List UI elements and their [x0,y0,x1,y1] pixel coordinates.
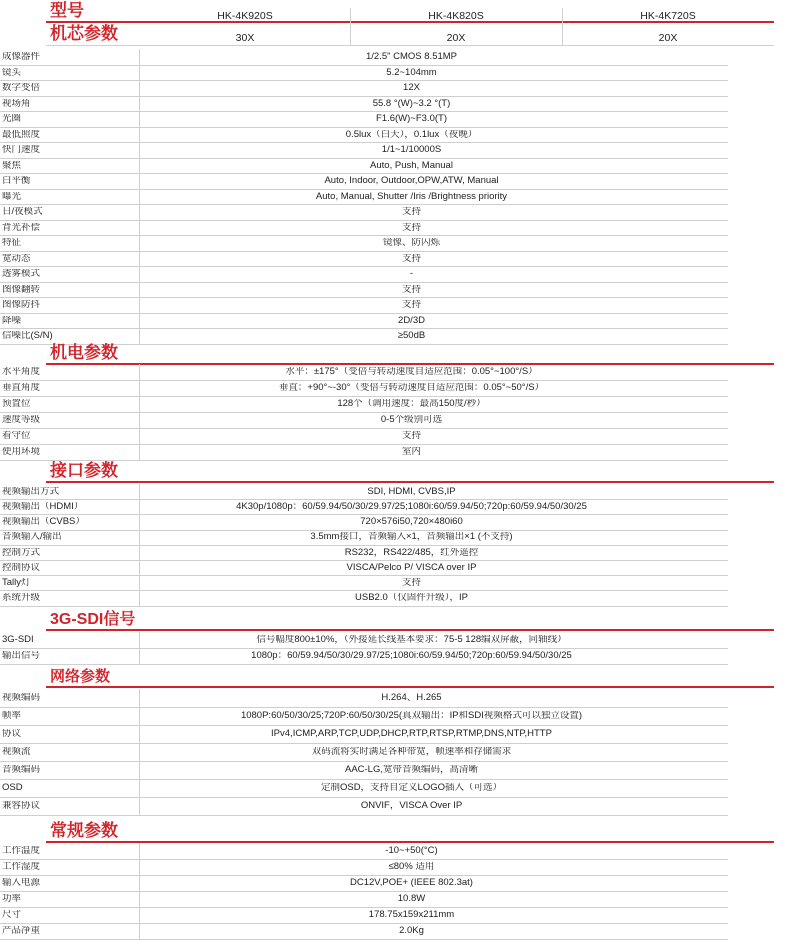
label-column-divider [139,843,140,939]
label-column-divider [139,49,140,344]
spec-row [0,590,728,606]
section-title: 网络参数 [50,668,111,685]
spec-label: 帧率 [2,711,22,721]
spec-row [0,127,728,144]
spec-value: ≥50dB [397,331,426,341]
spec-label: 曝光 [2,191,22,201]
spec-value: 定制OSD，支持自定义LOGO插入（可选） [320,783,503,793]
spec-label: 水平角度 [2,367,41,377]
spec-value: 镜像、防闪烁 [382,238,440,248]
spec-value: USB2.0（仅固件升级），IP [355,593,468,603]
spec-value: AAC-LG,宽带音频编码，高清晰 [344,765,478,775]
spec-row [0,689,728,708]
spec-value: 支持 [401,431,421,441]
model-label: 型号 [50,1,84,20]
spec-row [0,380,728,397]
spec-value: 1/2.5" CMOS 8.51MP [365,52,458,62]
spec-row [0,173,728,190]
column-divider [562,8,563,46]
spec-row [0,313,728,330]
spec-value: 支持 [401,300,421,310]
spec-row [0,743,728,762]
spec-value: IPv4,ICMP,ARP,TCP,UDP,DHCP,RTP,RTSP,RTMP,DNS,NTP,HTTP [271,729,552,739]
spec-label: 光圈 [2,114,22,124]
spec-label: 日/夜模式 [2,207,43,217]
spec-row [0,49,728,66]
spec-value: H.264、H.265 [381,693,442,703]
spec-row [0,707,728,726]
spec-row [0,575,728,591]
spec-value: -10~+50(°C) [385,846,438,856]
zoom-value: 30X [235,32,255,44]
section-title: 机电参数 [50,343,118,362]
section-header-gen [46,821,774,843]
spec-row [0,875,728,892]
label-column-divider [139,364,140,460]
spec-label: 看守位 [2,431,31,441]
spec-value: Auto, Manual, Shutter /Iris /Brightness priority [315,191,508,201]
spec-value: 2D/3D [398,315,425,325]
model-name: HK-4K920S [217,10,273,22]
spec-label: 视频输出方式 [2,486,60,497]
section-header-net [46,668,774,688]
section-divider [46,629,774,631]
spec-row [0,297,728,314]
spec-value: 支持 [401,578,421,588]
spec-label: 速度等级 [2,415,41,425]
section-divider [46,45,774,46]
spec-value: 55.8 °(W)~3.2 °(T) [372,98,451,108]
spec-row [0,499,728,515]
model-name: HK-4K720S [640,10,696,22]
spec-row [0,514,728,530]
spec-value: RS232，RS422/485，红外遥控 [344,547,479,558]
spec-label: 预置位 [2,399,31,409]
spec-label: 聚焦 [2,160,22,170]
spec-label: 降噪 [2,315,22,325]
spec-row [0,65,728,82]
spec-row [0,648,728,665]
spec-row [0,891,728,908]
spec-label: 控制方式 [2,547,41,558]
spec-value: F1.6(W)~F3.0(T) [376,114,447,124]
spec-row [0,142,728,159]
section-title: 接口参数 [50,461,118,480]
spec-value: 5.2~104mm [386,67,437,77]
spec-row [0,761,728,780]
spec-label: 白平衡 [2,176,31,186]
spec-label: 宽动态 [2,253,31,263]
spec-label: 视频流 [2,747,31,757]
spec-row [0,189,728,206]
spec-row [0,364,728,381]
spec-row [0,266,728,283]
zoom-value: 20X [658,32,678,44]
spec-value: 水平：±175°（变倍与转动速度自适应范围：0.05°~100°/S） [285,367,538,377]
section-divider [46,481,774,483]
spec-value: 双码流将实时满足各种带宽，帧速率和存储需求 [311,747,512,757]
spec-row [0,235,728,252]
spec-value: Auto, Push, Manual [370,160,453,170]
spec-value: 垂直：+90°~-30°（变倍与转动速度自适应范围：0.05°~50°/S） [278,383,545,393]
spec-label: 视频编码 [2,693,41,703]
spec-row [0,396,728,413]
label-column-divider [139,632,140,664]
spec-label: 3G-SDI [2,635,34,645]
spec-label: 镜头 [2,67,22,77]
spec-row [0,484,728,500]
spec-value: 10.8W [397,894,426,904]
spec-value: 1/1~1/10000S [381,145,442,155]
spec-row [0,923,728,940]
spec-row [0,560,728,576]
spec-label: 工作温度 [2,846,41,856]
spec-label: 特征 [2,238,22,248]
spec-label: 背光补偿 [2,222,41,232]
spec-label: 透雾模式 [2,269,41,279]
spec-value: 支持 [401,284,421,294]
zoom-value: 20X [446,32,466,44]
spec-value: - [409,269,414,279]
spec-label: 图像翻转 [2,284,41,294]
spec-row [0,80,728,97]
spec-value: 12X [403,83,420,93]
spec-value: 1080p：60/59.94/50/30/29.97/25;1080i:60/59.94/50;720p:60/59.94/50/30/25 [251,651,572,661]
spec-value: SDI, HDMI, CVBS,IP [367,486,456,497]
column-divider [350,8,351,46]
spec-value: 1080P:60/50/30/25;720P:60/50/30/25(真双输出：IP和SDI视频格式可以独立设置) [240,711,583,721]
spec-value: VISCA/Pelco P/ VISCA over IP [346,562,477,573]
spec-label: OSD [2,783,23,793]
spec-row [0,111,728,128]
spec-value: 2.0Kg [399,926,424,936]
spec-value: 支持 [401,207,421,217]
spec-row [0,96,728,113]
spec-value: 0-5个级别可选 [380,415,443,425]
spec-row [0,843,728,860]
spec-value: ≤80% 适用 [388,862,435,872]
spec-value: 3.5mm接口，音频输入×1，音频输出×1 (不支持) [310,532,513,542]
spec-label: 成像器件 [2,52,41,62]
spec-value: 信号幅度800±10%，（外接延长线基本要求：75-5 128编双屏蔽，同轴线） [256,635,567,645]
spec-row [0,412,728,429]
spec-label: 图像防抖 [2,300,41,310]
spec-row [0,632,728,649]
spec-row [0,428,728,445]
spec-value: 720×576i50,720×480i60 [360,517,463,527]
label-column-divider [139,484,140,606]
spec-label: Tally灯 [2,578,31,588]
spec-value: 128个（调用速度：最高150度/秒） [337,399,486,409]
spec-label: 使用环境 [2,447,41,457]
spec-label: 输入电源 [2,878,41,888]
section-header-io [46,461,774,483]
spec-row [0,220,728,237]
spec-label: 协议 [2,729,22,739]
spec-label: 视频输出（HDMI） [2,502,84,512]
spec-row [0,797,728,816]
spec-row [0,859,728,876]
spec-label: 视场角 [2,98,31,108]
spec-label: 尺寸 [2,910,22,920]
spec-label: 产品净重 [2,926,41,936]
section-title: 3G-SDI信号 [50,611,136,628]
spec-value: 4K30p/1080p：60/59.94/50/30/29.97/25;1080i:60/59.94/50;720p:60/59.94/50/30/25 [236,502,587,512]
spec-label: 工作湿度 [2,862,41,872]
spec-row [0,545,728,561]
section-header-mech [46,345,774,365]
spec-label: 功率 [2,894,22,904]
spec-label: 信噪比(S/N) [2,331,53,341]
spec-row [0,779,728,798]
spec-label: 兼容协议 [2,801,41,811]
spec-value: 室内 [401,447,421,457]
spec-label: 数字变倍 [2,83,41,93]
spec-label: 快门速度 [2,145,41,155]
spec-label: 视频输出（CVBS） [2,517,85,527]
section-header-sdi [46,609,774,631]
spec-row [0,158,728,175]
spec-label: 音频输入/输出 [2,532,62,542]
spec-label: 输出信号 [2,651,41,661]
spec-row [0,907,728,924]
spec-label: 垂直角度 [2,383,41,393]
spec-label: 音频编码 [2,765,41,775]
spec-label: 控制协议 [2,562,41,573]
section-divider [46,686,774,688]
spec-value: ONVIF，VISCA Over IP [360,801,463,811]
spec-value: DC12V,POE+ (IEEE 802.3at) [350,878,473,888]
spec-row [0,251,728,268]
spec-row [0,725,728,744]
section-title: 常规参数 [50,821,118,840]
spec-row [0,204,728,221]
spec-value: 支持 [401,222,421,232]
spec-label: 系统升级 [2,593,41,603]
model-name: HK-4K820S [428,10,484,22]
spec-value: 支持 [401,253,421,263]
spec-value: 178.75x159x211mm [368,910,455,920]
spec-row [0,282,728,299]
spec-value: Auto, Indoor, Outdoor,OPW,ATW, Manual [324,176,499,186]
spec-label: 最低照度 [2,129,41,139]
spec-value: 0.5lux（白天），0.1lux（夜晚） [345,129,478,139]
label-column-divider [139,689,140,815]
spec-row [0,530,728,546]
core-section-title: 机芯参数 [50,24,118,43]
